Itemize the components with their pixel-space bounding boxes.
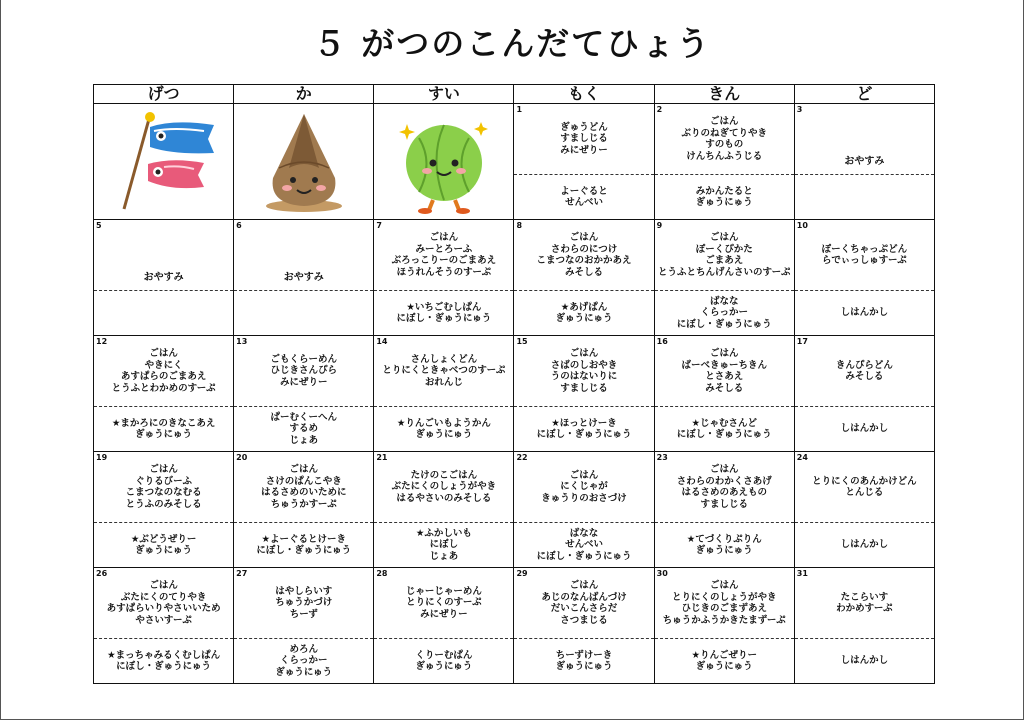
day-cell — [94, 336, 234, 452]
snack-menu — [234, 638, 373, 683]
snack-menu — [374, 638, 513, 683]
snack-item: めろん — [289, 643, 318, 655]
snack-item: せんべい — [565, 539, 603, 551]
snack-item: しはんかし — [840, 423, 889, 435]
illustration — [94, 104, 233, 219]
snack-item: ぎゅうにゅう — [695, 661, 753, 672]
menu-item: あじのなんばんづけ — [541, 591, 627, 603]
snack-item: ★ふかしいも — [415, 527, 472, 539]
day-cell — [654, 220, 794, 336]
menu-item: すのもの — [705, 139, 744, 150]
illustration — [234, 104, 373, 219]
menu-item: ごはん — [429, 232, 459, 243]
snack-item: ぎゅうにゅう — [555, 313, 613, 324]
snack-item: ぎゅうにゅう — [555, 661, 613, 672]
date-number: 13 — [236, 337, 248, 346]
menu-item: ぐりるびーふ — [135, 475, 192, 487]
menu-item: とりにくのあんかけどん — [812, 475, 917, 487]
snack-item: ★まかろにのきなこあえ — [111, 417, 216, 429]
lunch-menu — [655, 336, 794, 406]
snack-item: くりーむぱん — [415, 649, 473, 661]
snack-item: ちーずけーき — [555, 649, 613, 661]
menu-item: ひじきのごまずあえ — [681, 603, 767, 614]
menu-item: さばのしおやき — [550, 359, 618, 371]
week-row — [94, 104, 935, 220]
date-number: 21 — [376, 453, 388, 462]
date-number: 16 — [656, 337, 668, 346]
snack-menu — [94, 522, 233, 567]
date-number: 7 — [376, 221, 382, 230]
lunch-menu — [655, 104, 794, 174]
snack-menu — [94, 638, 233, 683]
snack-menu — [655, 174, 794, 219]
menu-item: ごはん — [569, 580, 599, 591]
menu-item: らでぃっしゅすーぷ — [822, 255, 907, 266]
lunch-menu — [374, 568, 513, 638]
lunch-menu — [234, 336, 373, 406]
day-cell — [794, 220, 934, 336]
menu-item: ぶたにくのてりやき — [120, 591, 207, 603]
menu-item: ごはん — [289, 464, 318, 475]
menu-item: やさいすーぷ — [135, 614, 192, 626]
snack-menu — [795, 522, 934, 567]
day-cell — [654, 336, 794, 452]
menu-item: さつまじる — [560, 614, 608, 626]
day-cell — [234, 220, 374, 336]
snack-item: ぎゅうにゅう — [135, 429, 192, 440]
menu-item: とりにくのすーぷ — [406, 597, 482, 609]
lunch-menu — [655, 220, 794, 290]
menu-item: とうふのみそしる — [125, 498, 202, 510]
menu-item: こまつなのなむる — [125, 487, 202, 498]
menu-item: ちゅうかすーぷ — [270, 498, 337, 510]
snack-item: にぼし・ぎゅうにゅう — [116, 661, 211, 672]
snack-item: にぼし・ぎゅうにゅう — [256, 545, 352, 556]
illustration — [374, 104, 513, 219]
weekday-wed: すい — [374, 85, 514, 104]
lunch-menu — [795, 220, 934, 290]
date-number: 27 — [236, 569, 248, 578]
snack-item: にぼし・ぎゅうにゅう — [676, 429, 772, 440]
snack-menu — [514, 290, 653, 335]
lunch-menu — [94, 452, 233, 522]
snack-item: にぼし・ぎゅうにゅう — [396, 313, 492, 324]
lunch-menu — [795, 336, 934, 406]
snack-menu — [514, 638, 653, 683]
snack-menu — [514, 522, 653, 567]
lunch-menu — [374, 336, 513, 406]
snack-item: ★てづくりぷりん — [686, 533, 762, 545]
snack-item: ★まっちゃみるくむしぱん — [107, 649, 221, 661]
holiday-block — [94, 220, 233, 335]
snack-menu — [374, 522, 513, 567]
snack-item: ぎゅうにゅう — [135, 545, 192, 556]
snack-item: ★りんごぜりー — [691, 649, 757, 661]
snack-menu — [795, 290, 934, 335]
menu-item: ぶろっこりーのごまあえ — [391, 255, 497, 266]
date-number: 8 — [516, 221, 523, 230]
date-number: 2 — [656, 105, 663, 114]
date-number: 26 — [96, 569, 108, 578]
snack-item: じょあ — [429, 550, 459, 562]
day-cell — [794, 568, 934, 684]
date-number: 3 — [796, 105, 803, 114]
menu-item: はるさめのあえもの — [681, 487, 767, 498]
snack-menu — [655, 406, 794, 451]
menu-item: みにぜりー — [279, 376, 328, 388]
day-cell — [374, 568, 514, 684]
snack-item: しはんかし — [840, 539, 889, 551]
date-number: 30 — [656, 569, 668, 578]
snack-menu — [234, 406, 373, 451]
menu-item: ごはん — [709, 348, 739, 359]
snack-item: みかんたると — [695, 185, 753, 197]
menu-item: ほうれんそうのすーぷ — [396, 266, 492, 278]
menu-item: ごまあえ — [705, 255, 744, 266]
date-number: 5 — [96, 221, 102, 230]
menu-item: たこらいす — [840, 591, 889, 603]
snack-item: ★じゃむさんど — [691, 417, 757, 429]
menu-item: みそしる — [565, 266, 604, 278]
menu-item: きんぴらどん — [835, 359, 893, 371]
date-number: 29 — [516, 569, 528, 578]
menu-item: ぎゅうどん — [560, 121, 608, 133]
snack-item: にぼし・ぎゅうにゅう — [536, 550, 632, 562]
menu-item: ごはん — [149, 580, 178, 591]
menu-item: とうふとちんげんさいのすーぷ — [657, 266, 791, 278]
menu-item: さわらのにつけ — [550, 243, 618, 255]
date-number: 28 — [376, 569, 388, 578]
day-cell — [234, 568, 374, 684]
week-row — [94, 568, 935, 684]
snack-item: するめ — [289, 423, 318, 435]
snack-menu — [514, 174, 653, 219]
menu-item: さんしょくどん — [410, 353, 478, 365]
koinobori-icon — [104, 109, 224, 214]
snack-item: ぎゅうにゅう — [415, 661, 473, 672]
date-number: 10 — [796, 221, 808, 230]
snack-item: くらっかー — [700, 307, 748, 319]
date-number: 12 — [96, 337, 108, 346]
snack-menu — [795, 638, 934, 683]
date-number: 20 — [236, 453, 248, 462]
menu-item: ごもくらーめん — [270, 353, 337, 365]
snack-item: しはんかし — [840, 655, 889, 667]
snack-item: よーぐると — [560, 185, 608, 197]
menu-body — [94, 104, 935, 684]
snack-item: ★あげぱん — [560, 301, 608, 313]
day-cell — [794, 452, 934, 568]
day-cell — [514, 452, 654, 568]
menu-item: ごはん — [569, 469, 599, 481]
lunch-menu — [374, 220, 513, 290]
week-row — [94, 452, 935, 568]
day-cell — [374, 104, 514, 220]
menu-item: みそしる — [705, 382, 744, 394]
menu-item: みにぜりー — [420, 608, 468, 620]
menu-item: やきにく — [144, 359, 183, 371]
day-cell — [234, 104, 374, 220]
holiday-label: おやすみ — [280, 272, 328, 284]
menu-item: ちーず — [289, 608, 318, 620]
menu-item: はるさめのいために — [260, 487, 347, 498]
day-cell — [374, 220, 514, 336]
date-number: 15 — [516, 337, 528, 346]
day-cell — [234, 452, 374, 568]
lunch-menu — [795, 452, 934, 522]
menu-item: あすぱらいりやさいいため — [106, 603, 221, 614]
day-cell — [374, 336, 514, 452]
menu-item: とりにくのしょうがやき — [671, 591, 777, 603]
bamboo-shoot-icon — [259, 108, 349, 216]
menu-item: すましじる — [560, 382, 608, 394]
menu-item: じゃーじゃーめん — [405, 585, 482, 597]
date-number: 31 — [796, 569, 808, 578]
date-number: 17 — [796, 337, 808, 346]
weekday-sat: ど — [794, 85, 934, 104]
cabbage-icon — [389, 108, 499, 216]
menu-item: ちゅうかづけ — [275, 597, 333, 609]
menu-item: みにぜりー — [560, 144, 608, 156]
menu-item: すましじる — [700, 498, 748, 510]
holiday-label: おやすみ — [840, 156, 888, 168]
menu-item: ごはん — [149, 464, 178, 475]
menu-item: わかめすーぷ — [836, 603, 893, 614]
lunch-menu — [655, 452, 794, 522]
day-cell — [794, 336, 934, 452]
snack-item: ★ほっとけーき — [551, 417, 617, 429]
lunch-menu — [514, 452, 653, 522]
menu-item: あすぱらのごまあえ — [120, 371, 207, 382]
snack-menu — [655, 638, 794, 683]
date-number: 24 — [796, 453, 808, 462]
day-cell — [94, 452, 234, 568]
date-number: 19 — [96, 453, 108, 462]
menu-item: ぶりのねぎてりやき — [681, 127, 767, 139]
menu-item: こまつなのおかかあえ — [536, 255, 632, 266]
holiday-label: おやすみ — [140, 272, 188, 284]
lunch-menu — [94, 336, 233, 406]
menu-item: はるやさいのみそしる — [396, 492, 492, 504]
snack-item: ぎゅうにゅう — [695, 545, 753, 556]
date-number: 22 — [516, 453, 528, 462]
menu-item: うのはないりに — [550, 371, 618, 382]
lunch-menu — [374, 452, 513, 522]
snack-menu — [234, 522, 373, 567]
snack-item: にぼし — [429, 539, 459, 551]
snack-menu — [655, 290, 794, 335]
weekday-mon: げつ — [94, 85, 234, 104]
snack-item: ばなな — [709, 295, 739, 307]
menu-item: ひじきさんぴら — [270, 365, 337, 377]
holiday-block — [234, 220, 373, 335]
menu-item: きゅうりのおさづけ — [541, 492, 627, 504]
day-cell — [514, 336, 654, 452]
menu-item: ごはん — [709, 116, 739, 127]
snack-menu — [795, 406, 934, 451]
menu-item: すましじる — [560, 133, 608, 145]
snack-item: ぎゅうにゅう — [275, 666, 333, 678]
lunch-menu — [514, 220, 653, 290]
lunch-menu — [514, 336, 653, 406]
date-number: 23 — [656, 453, 668, 462]
snack-item: ★りんごいもようかん — [396, 417, 491, 429]
snack-item: ぱーむくーへん — [270, 411, 337, 423]
snack-item: ばなな — [569, 527, 599, 539]
weekday-thu: もく — [514, 85, 654, 104]
day-cell — [514, 220, 654, 336]
menu-item: ちゅうかふうかきたまずーぷ — [662, 614, 786, 626]
snack-item: ぎゅうにゅう — [415, 429, 473, 440]
day-cell — [654, 568, 794, 684]
date-number: 1 — [516, 105, 523, 114]
day-cell — [514, 104, 654, 220]
week-row — [94, 336, 935, 452]
day-cell — [374, 452, 514, 568]
menu-item: にくじゃが — [560, 481, 608, 493]
menu-item: ごはん — [709, 580, 739, 591]
day-cell — [514, 568, 654, 684]
snack-item: ぎゅうにゅう — [695, 197, 753, 208]
day-cell — [794, 104, 934, 220]
menu-item: とうふとわかめのすーぷ — [111, 382, 216, 394]
snack-item: ★いちごむしぱん — [406, 301, 482, 313]
snack-item: じょあ — [289, 434, 318, 446]
menu-item: さけのぱんこやき — [265, 475, 342, 487]
snack-item: ★ぶどうぜりー — [130, 533, 197, 545]
menu-item: ばーべきゅーちきん — [681, 359, 767, 371]
snack-item: にぼし・ぎゅうにゅう — [536, 429, 632, 440]
lunch-menu — [94, 568, 233, 638]
menu-item: ごはん — [149, 348, 178, 359]
menu-item: ごはん — [569, 232, 599, 243]
menu-item: ぽーくぴかた — [695, 243, 753, 255]
lunch-menu — [234, 452, 373, 522]
menu-item: とりにくときゃべつのすーぷ — [382, 365, 506, 377]
lunch-menu — [234, 568, 373, 638]
date-number: 14 — [376, 337, 388, 346]
day-cell — [654, 452, 794, 568]
page-title: ５ がつのこんだてひょう — [312, 24, 712, 63]
menu-item: ぶたにくのしょうがやき — [391, 481, 497, 493]
snack-item: にぼし・ぎゅうにゅう — [676, 318, 772, 330]
day-cell — [94, 104, 234, 220]
menu-item: けんちんふうじる — [686, 150, 763, 162]
holiday-block — [795, 104, 934, 219]
menu-calendar — [93, 84, 935, 684]
menu-item: おれんじ — [424, 376, 463, 388]
day-cell — [654, 104, 794, 220]
day-cell — [94, 220, 234, 336]
menu-item: たけのこごはん — [410, 469, 478, 481]
snack-item: くらっかー — [279, 655, 328, 667]
menu-item: だいこんさらだ — [550, 603, 618, 614]
menu-item: さわらのわかくさあげ — [676, 475, 772, 487]
menu-item: ごはん — [569, 348, 599, 359]
week-row — [94, 220, 935, 336]
snack-menu — [374, 290, 513, 335]
snack-menu — [94, 406, 233, 451]
menu-item: とんじる — [845, 487, 884, 498]
menu-item: はやしらいす — [275, 585, 333, 597]
day-cell — [94, 568, 234, 684]
lunch-menu — [514, 568, 653, 638]
lunch-menu — [795, 568, 934, 638]
lunch-menu — [514, 104, 653, 174]
snack-menu — [374, 406, 513, 451]
menu-item: ごはん — [709, 232, 739, 243]
date-number: 9 — [656, 221, 663, 230]
menu-item: ぽーくちゃっぷどん — [821, 243, 908, 255]
weekday-fri: きん — [654, 85, 794, 104]
weekday-header-row — [94, 85, 935, 104]
snack-menu — [655, 522, 794, 567]
menu-item: ごはん — [709, 464, 739, 475]
menu-item: みーとろーふ — [415, 243, 473, 255]
snack-item: せんべい — [565, 197, 603, 208]
date-number: 6 — [236, 221, 242, 230]
snack-item: しはんかし — [840, 307, 889, 319]
menu-item: みそしる — [845, 371, 884, 382]
snack-item: ★よーぐるとけーき — [261, 533, 346, 545]
day-cell — [234, 336, 374, 452]
lunch-menu — [655, 568, 794, 638]
menu-item: とさあえ — [705, 371, 744, 382]
weekday-tue: か — [234, 85, 374, 104]
snack-menu — [514, 406, 653, 451]
